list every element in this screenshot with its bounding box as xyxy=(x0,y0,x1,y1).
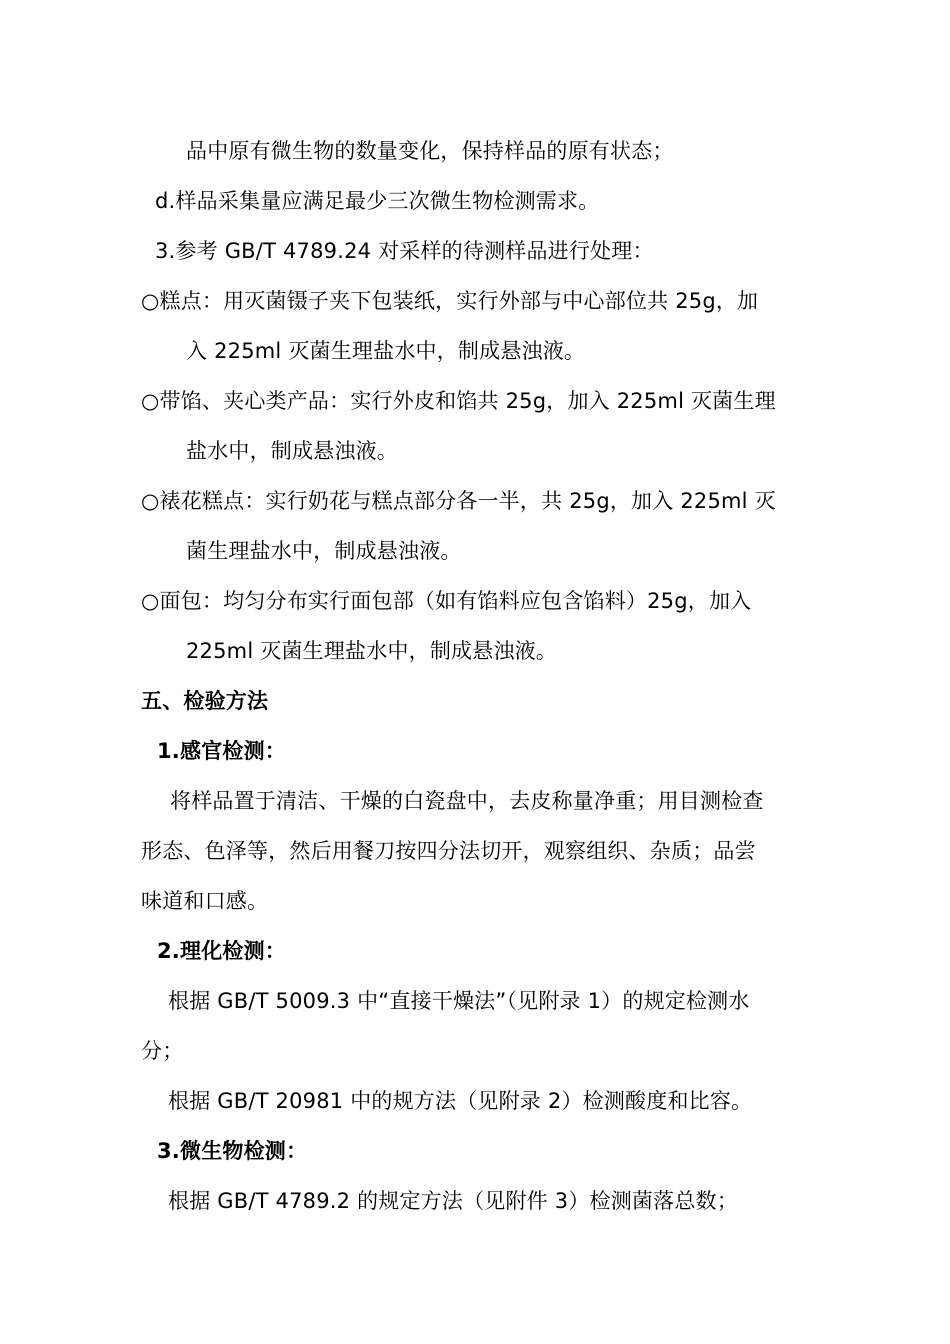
list-item-cake-cont: 入 225ml 灭菌生理盐水中，制成悬浊液。 xyxy=(186,339,586,363)
list-item-bread: ○面包：均匀分布实行面包部（如有馅料应包含馅料）25g，加入 xyxy=(141,589,752,613)
subheading-microbiological-test: 3.微生物检测： xyxy=(157,1139,308,1163)
paragraph-line-acidity: 根据 GB/T 20981 中的规方法（见附录 2）检测酸度和比容。 xyxy=(168,1089,753,1113)
paragraph-line-moisture-2: 分； xyxy=(141,1039,184,1063)
paragraph-line-sensory-3: 味道和口感。 xyxy=(141,889,269,913)
paragraph-line-reference-standard: 3.参考 GB/T 4789.24 对采样的待测样品进行处理： xyxy=(155,239,654,263)
paragraph-line-moisture-1: 根据 GB/T 5009.3 中“直接干燥法”（见附录 1）的规定检测水 xyxy=(168,989,750,1013)
list-item-cake: ○糕点：用灭菌镊子夹下包装纸，实行外部与中心部位共 25g，加 xyxy=(141,289,759,313)
paragraph-line-sample-state: 品中原有微生物的数量变化，保持样品的原有状态； xyxy=(186,139,674,163)
subheading-sensory-test: 1.感官检测： xyxy=(157,739,286,763)
section-heading-inspection-methods: 五、检验方法 xyxy=(141,689,269,713)
subheading-physicochemical-test: 2.理化检测： xyxy=(157,939,286,963)
list-item-decorated-cake: ○裱花糕点：实行奶花与糕点部分各一半，共 25g，加入 225ml 灭 xyxy=(141,489,776,513)
paragraph-line-sensory-1: 将样品置于清洁、干燥的白瓷盘中，去皮称量净重；用目测检查 xyxy=(170,789,764,813)
paragraph-line-sample-quantity: d.样品采集量应满足最少三次微生物检测需求。 xyxy=(155,189,600,213)
paragraph-line-colony-count: 根据 GB/T 4789.2 的规定方法（见附件 3）检测菌落总数； xyxy=(168,1189,738,1213)
list-item-filled-products-cont: 盐水中，制成悬浊液。 xyxy=(186,439,398,463)
list-item-decorated-cake-cont: 菌生理盐水中，制成悬浊液。 xyxy=(186,539,462,563)
list-item-filled-products: ○带馅、夹心类产品：实行外皮和馅共 25g，加入 225ml 灭菌生理 xyxy=(141,389,776,413)
paragraph-line-sensory-2: 形态、色泽等，然后用餐刀按四分法切开，观察组织、杂质；品尝 xyxy=(141,839,756,863)
list-item-bread-cont: 225ml 灭菌生理盐水中，制成悬浊液。 xyxy=(186,639,558,663)
